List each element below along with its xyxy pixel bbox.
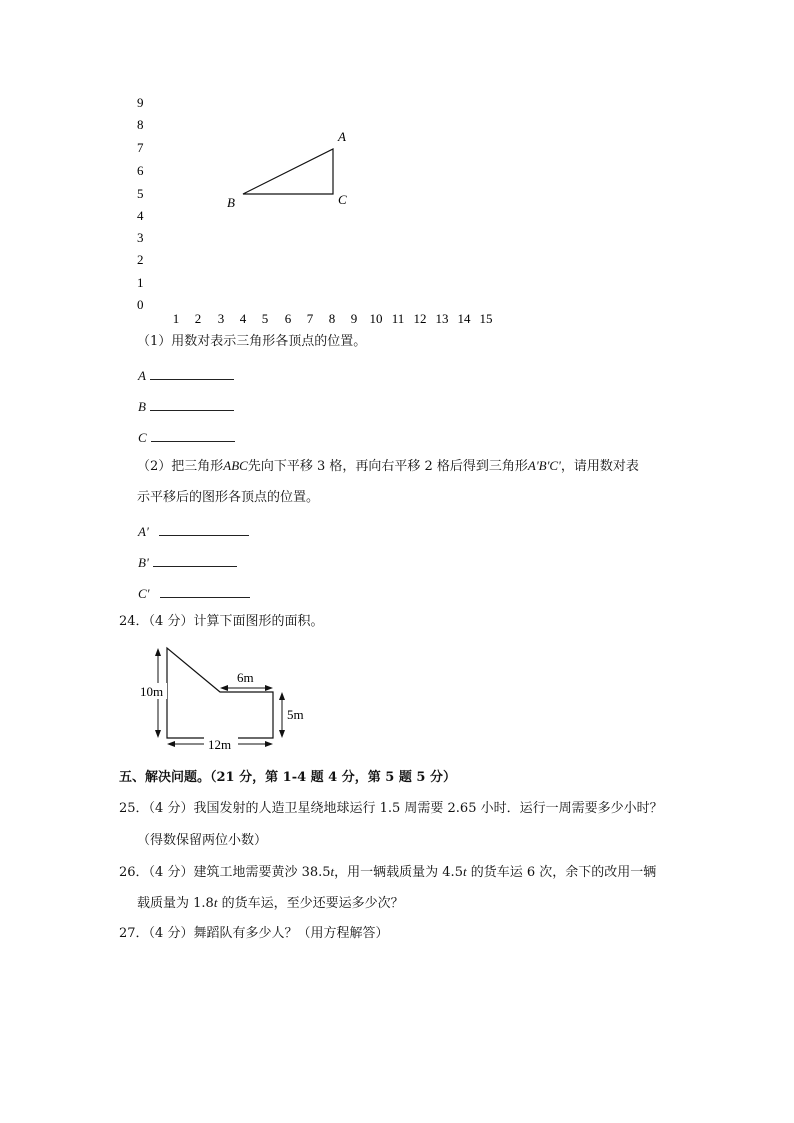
arrowhead bbox=[279, 692, 285, 700]
triangle-abc bbox=[243, 149, 333, 194]
answer-blank-b[interactable] bbox=[150, 396, 234, 411]
q25-line2: （得数保留两位小数） bbox=[137, 833, 268, 848]
x-label: 1 bbox=[172, 311, 180, 326]
q23-part2-text: 先向下平移 3 格，再向右平移 2 格后得到三角形 bbox=[247, 459, 528, 474]
y-label: 0 bbox=[137, 297, 144, 312]
answer-label-b2: B' bbox=[138, 555, 149, 570]
answer-blank-c2[interactable] bbox=[160, 583, 250, 598]
x-label: 8 bbox=[328, 311, 336, 326]
answer-blank-a[interactable] bbox=[150, 365, 234, 380]
arrowhead bbox=[220, 685, 228, 691]
x-label: 4 bbox=[239, 311, 247, 326]
arrowhead bbox=[279, 730, 285, 738]
x-label: 10 bbox=[369, 311, 383, 326]
q23-part2-line2: 示平移后的图形各顶点的位置。 bbox=[137, 490, 320, 505]
arrowhead bbox=[167, 741, 175, 747]
arrowhead bbox=[155, 730, 161, 738]
dim-right-label: 5m bbox=[287, 707, 304, 722]
area-shape bbox=[167, 648, 273, 738]
y-label: 7 bbox=[137, 140, 144, 155]
dim-top-label: 6m bbox=[237, 670, 254, 685]
answer-blank-b2[interactable] bbox=[153, 552, 237, 567]
y-label: 4 bbox=[137, 208, 144, 223]
y-label: 8 bbox=[137, 117, 144, 132]
answer-label-c: C bbox=[138, 430, 147, 445]
q23-part2-text: （2）把三角形 bbox=[137, 459, 224, 474]
answer-row-c bbox=[138, 427, 235, 447]
x-label: 7 bbox=[306, 311, 314, 326]
q26-text: 的货车运，至少还要运多少次？ bbox=[217, 896, 404, 911]
answer-blank-c[interactable] bbox=[151, 427, 235, 442]
y-label: 9 bbox=[137, 95, 144, 110]
q23-part2-text: ，请用数对表 bbox=[560, 459, 639, 474]
y-label: 5 bbox=[137, 186, 144, 201]
x-label: 13 bbox=[435, 311, 449, 326]
q26-unit: t bbox=[213, 895, 218, 910]
y-axis-labels bbox=[137, 95, 144, 312]
answer-blank-a2[interactable] bbox=[159, 521, 249, 536]
q26-line1 bbox=[119, 864, 656, 881]
q26-unit: t bbox=[330, 864, 335, 879]
x-label: 11 bbox=[391, 311, 405, 326]
x-label: 6 bbox=[284, 311, 292, 326]
x-axis-labels bbox=[173, 311, 493, 326]
q23-part1: （1）用数对表示三角形各顶点的位置。 bbox=[137, 334, 367, 349]
x-label: 12 bbox=[413, 311, 427, 326]
answer-row-b2 bbox=[138, 552, 237, 572]
answer-label-b: B bbox=[138, 399, 146, 414]
y-label: 2 bbox=[137, 252, 144, 267]
q23-part2-abc2: A'B'C' bbox=[527, 458, 561, 473]
vertex-b-label: B bbox=[227, 195, 235, 210]
answer-label-a2: A′ bbox=[138, 524, 149, 539]
q23-part2-abc: ABC bbox=[223, 458, 248, 473]
y-label: 1 bbox=[137, 275, 144, 290]
vertex-c-label: C bbox=[338, 192, 347, 207]
y-label: 6 bbox=[137, 163, 144, 178]
dim-bottom-label: 12m bbox=[208, 737, 232, 752]
answer-row-c2 bbox=[138, 583, 250, 603]
answer-label-c2: C′ bbox=[138, 586, 150, 601]
q26-unit: t bbox=[462, 864, 467, 879]
arrowhead bbox=[265, 741, 273, 747]
section5-heading: 五、解决问题。（21 分，第 1-4 题 4 分，第 5 题 5 分） bbox=[119, 770, 456, 785]
x-label: 5 bbox=[261, 311, 269, 326]
q25-line1: 25．（4 分）我国发射的人造卫星绕地球运行 1.5 周需要 2.65 小时．运行一周需要多少小时？ bbox=[119, 801, 663, 816]
q26-text: ，用一辆载质量为 4.5 bbox=[334, 865, 463, 880]
arrowhead bbox=[155, 648, 161, 656]
x-label: 2 bbox=[194, 311, 202, 326]
q26-text: 26．（4 分）建筑工地需要黄沙 38.5 bbox=[119, 865, 331, 880]
q26-line2 bbox=[137, 895, 404, 912]
dim-left-label: 10m bbox=[140, 684, 164, 699]
q23-part2-line1 bbox=[137, 458, 639, 475]
answer-row-a2 bbox=[138, 521, 249, 541]
area-figure bbox=[139, 648, 304, 752]
x-label: 9 bbox=[350, 311, 358, 326]
q26-text: 载质量为 1.8 bbox=[137, 896, 214, 911]
q26-text: 的货车运 6 次，余下的改用一辆 bbox=[466, 865, 657, 880]
q27-text: 27．（4 分）舞蹈队有多少人？（用方程解答） bbox=[119, 926, 389, 941]
y-label: 3 bbox=[137, 230, 144, 245]
x-label: 15 bbox=[479, 311, 493, 326]
answer-row-a bbox=[138, 365, 234, 385]
q24-text: 24．（4 分）计算下面图形的面积。 bbox=[119, 614, 324, 629]
x-label: 14 bbox=[457, 311, 471, 326]
arrowhead bbox=[265, 685, 273, 691]
vertex-a-label: A bbox=[338, 129, 346, 144]
answer-row-b bbox=[138, 396, 234, 416]
x-label: 3 bbox=[217, 311, 225, 326]
answer-label-a: A bbox=[138, 368, 146, 383]
